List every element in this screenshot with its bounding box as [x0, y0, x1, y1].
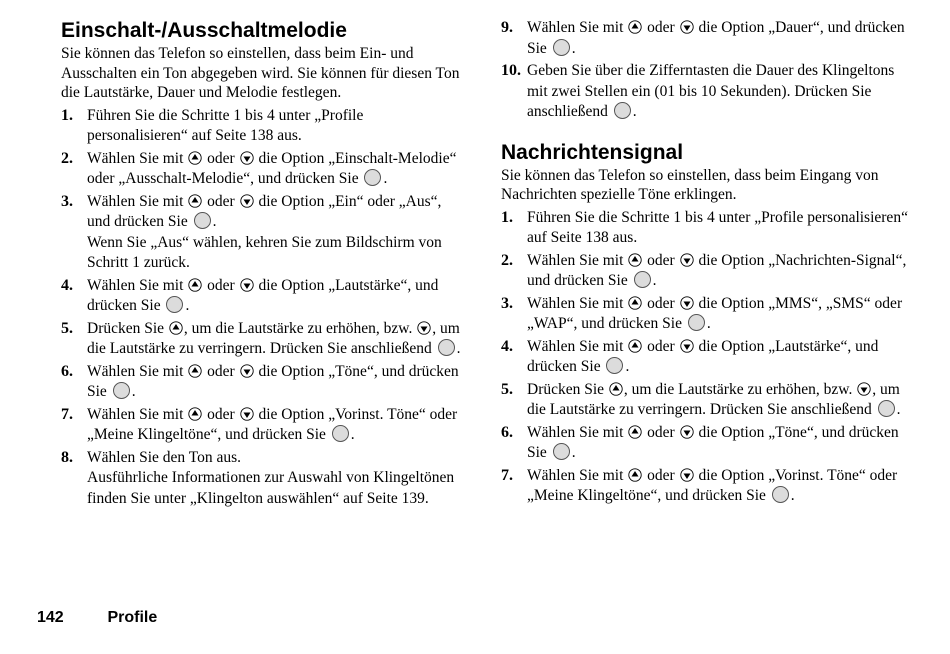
step-text — [527, 381, 901, 419]
list-item — [501, 423, 916, 464]
text-run: oder — [643, 466, 679, 484]
step-note: Ausführliche Informationen zur Auswahl von Klingeltönen finden Sie unter „Klingelton auswählen“ auf Seite 139. — [87, 469, 455, 507]
text-run: , um die Lautstärke zu erhöhen, bzw. — [623, 380, 857, 398]
text-run: die Option „Lautstärke“, und drücken Sie — [527, 337, 879, 375]
nav-down-icon — [417, 321, 431, 335]
nav-down-icon — [680, 296, 694, 310]
ok-button-icon — [553, 443, 570, 460]
step-text — [87, 277, 438, 315]
text-run: die Option „Vorinst. Töne“ oder „Meine Klingeltöne“, und drücken Sie — [527, 466, 898, 504]
footer-section-title: Profile — [107, 609, 158, 626]
ok-button-icon — [166, 296, 183, 313]
list-item — [61, 362, 466, 403]
step-number: 3. — [61, 192, 73, 210]
nav-down-icon — [240, 278, 254, 292]
right-column — [501, 18, 916, 509]
nav-up-icon — [188, 278, 202, 292]
page-footer — [37, 609, 157, 627]
step-number: 2. — [61, 149, 73, 167]
step-text — [87, 107, 363, 145]
step-number: 10. — [501, 62, 521, 79]
text-run: oder — [643, 423, 679, 441]
step-text — [527, 19, 905, 57]
list-item — [501, 18, 916, 59]
text-run: Wählen Sie mit — [87, 405, 188, 423]
ok-button-icon — [438, 339, 455, 356]
list-item — [501, 466, 916, 507]
section-title-einschaltmelodie: Einschalt-/Ausschaltmelodie — [61, 19, 347, 42]
step-number: 4. — [501, 337, 513, 355]
step-text — [527, 295, 902, 333]
list-item — [61, 448, 466, 510]
text-run: die Option „Töne“, und drücken Sie — [87, 362, 459, 400]
page-number: 142 — [37, 609, 64, 626]
step-number: 8. — [61, 448, 73, 466]
text-run: die Option „Töne“, und drücken Sie — [527, 423, 899, 461]
text-run: oder — [203, 362, 239, 380]
ok-button-icon — [688, 314, 705, 331]
nav-up-icon — [609, 382, 623, 396]
step-number: 9. — [501, 19, 513, 36]
step-text — [87, 406, 457, 444]
text-run: Wählen Sie mit — [527, 294, 628, 312]
step-number: 2. — [501, 251, 513, 269]
list-item — [501, 61, 916, 123]
text-run: oder — [203, 149, 239, 167]
text-run: Drücken Sie — [527, 380, 608, 398]
text-run: oder — [643, 251, 679, 269]
nav-down-icon — [240, 194, 254, 208]
nav-down-icon — [680, 253, 694, 267]
text-run: . — [383, 170, 388, 187]
list-item — [61, 106, 466, 147]
text-run: . — [632, 103, 637, 120]
text-run: Drücken Sie — [87, 319, 168, 337]
ok-button-icon — [634, 271, 651, 288]
text-run: . — [706, 315, 711, 332]
step-text — [527, 62, 894, 120]
nav-down-icon — [240, 151, 254, 165]
nav-down-icon — [680, 468, 694, 482]
section-intro: Sie können das Telefon so einstellen, dass beim Eingang von Nachrichten spezielle Töne erklingen. — [501, 166, 879, 203]
text-run: Wählen Sie mit — [527, 251, 628, 269]
ok-button-icon — [113, 382, 130, 399]
text-run: die Option „Lautstärke“, und drücken Sie — [87, 276, 439, 314]
step-text — [527, 424, 899, 462]
ok-button-icon — [614, 102, 631, 119]
ok-button-icon — [606, 357, 623, 374]
ok-button-icon — [772, 486, 789, 503]
ok-button-icon — [194, 212, 211, 229]
text-run: Wählen Sie mit — [87, 276, 188, 294]
text-run: Führen Sie die Schritte 1 bis 4 unter „Profile personalisieren“ auf Seite 138 aus. — [527, 208, 908, 246]
text-run: . — [896, 401, 901, 418]
list-item — [61, 276, 466, 317]
nav-up-icon — [628, 253, 642, 267]
list-item — [61, 149, 466, 190]
text-run: . — [625, 358, 630, 375]
nav-down-icon — [240, 407, 254, 421]
step-number: 1. — [61, 106, 73, 124]
text-run: . — [571, 39, 576, 57]
list-item — [501, 380, 916, 421]
text-run: Führen Sie die Schritte 1 bis 4 unter „Profile personalisieren“ auf Seite 138 aus. — [87, 106, 364, 144]
list-item — [61, 192, 466, 274]
nav-up-icon — [188, 194, 202, 208]
text-run: . — [571, 444, 576, 461]
steps-list — [501, 208, 916, 507]
text-run: Wählen Sie den Ton aus. — [87, 448, 242, 466]
list-item — [501, 251, 916, 292]
text-run: . — [456, 340, 461, 357]
continued-steps-list — [501, 18, 916, 123]
step-text — [87, 150, 456, 188]
steps-list — [61, 106, 466, 510]
text-run: die Option „MMS“, „SMS“ oder „WAP“, und drücken Sie — [527, 294, 903, 332]
text-run: oder — [643, 294, 679, 312]
text-run: , um die Lautstärke zu verringern. Drücken Sie anschließend — [87, 319, 460, 357]
text-run: die Option „Nachrichten-Signal“, und drücken Sie — [527, 251, 907, 289]
list-item — [501, 337, 916, 378]
list-item — [501, 208, 916, 249]
step-number: 7. — [501, 466, 513, 484]
text-run: Wählen Sie mit — [527, 337, 628, 355]
text-run: oder — [643, 19, 679, 36]
text-run: die Option „Ein“ oder „Aus“, und drücken Sie — [87, 192, 442, 230]
nav-up-icon — [628, 468, 642, 482]
text-run: die Option „Einschalt-Melodie“ oder „Ausschalt-Melodie“, und drücken Sie — [87, 149, 457, 187]
list-item — [501, 294, 916, 335]
text-run: . — [790, 487, 795, 504]
step-number: 5. — [501, 380, 513, 398]
text-run: oder — [203, 192, 239, 210]
text-run: Wählen Sie mit — [87, 149, 188, 167]
step-text — [87, 193, 441, 231]
step-number: 6. — [61, 362, 73, 380]
nav-up-icon — [628, 20, 642, 34]
step-text — [87, 363, 459, 401]
text-run: . — [185, 297, 190, 314]
nav-up-icon — [628, 425, 642, 439]
nav-down-icon — [680, 339, 694, 353]
ok-button-icon — [878, 400, 895, 417]
text-run: . — [652, 272, 657, 289]
text-run: . — [131, 383, 136, 400]
text-run: oder — [203, 405, 239, 423]
text-run: oder — [643, 337, 679, 355]
nav-up-icon — [628, 296, 642, 310]
text-run: die Option „Dauer“, und drücken Sie — [527, 19, 905, 57]
ok-button-icon — [332, 425, 349, 442]
nav-down-icon — [680, 425, 694, 439]
text-run: . — [350, 426, 355, 443]
text-run: Wählen Sie mit — [87, 362, 188, 380]
step-number: 6. — [501, 423, 513, 441]
text-run: Geben Sie über die Zifferntasten die Dauer des Klingeltons mit zwei Stellen ein (01 bis 10 Sekunden). Drücken Sie anschließend — [527, 62, 895, 120]
nav-up-icon — [628, 339, 642, 353]
nav-up-icon — [188, 407, 202, 421]
nav-up-icon — [188, 364, 202, 378]
ok-button-icon — [364, 169, 381, 186]
ok-button-icon — [553, 39, 570, 56]
text-run: Wählen Sie mit — [87, 192, 188, 210]
text-run: Wählen Sie mit — [527, 423, 628, 441]
text-run: Wählen Sie mit — [527, 19, 628, 36]
nav-down-icon — [240, 364, 254, 378]
step-text — [87, 449, 241, 466]
step-text — [527, 252, 906, 290]
step-number: 1. — [501, 208, 513, 226]
text-run: , um die Lautstärke zu verringern. Drücken Sie anschließend — [527, 380, 900, 418]
text-run: . — [212, 213, 217, 230]
step-number: 7. — [61, 405, 73, 423]
step-text — [527, 467, 897, 505]
step-number: 3. — [501, 294, 513, 312]
section-intro: Sie können das Telefon so einstellen, dass beim Ein- und Ausschalten ein Ton abgegeben wird. Sie können für diesen Ton die Lautstärke, Dauer und Melodie festlegen. — [61, 45, 460, 101]
step-text — [527, 338, 878, 376]
text-run: Wählen Sie mit — [527, 466, 628, 484]
text-run: , um die Lautstärke zu erhöhen, bzw. — [183, 319, 417, 337]
text-run: die Option „Vorinst. Töne“ oder „Meine Klingeltöne“, und drücken Sie — [87, 405, 458, 443]
section-title-nachrichtensignal: Nachrichtensignal — [501, 140, 684, 164]
text-run: oder — [203, 276, 239, 294]
nav-down-icon — [857, 382, 871, 396]
step-number: 5. — [61, 319, 73, 337]
step-text — [527, 209, 908, 247]
step-number: 4. — [61, 276, 73, 294]
list-item — [61, 319, 466, 360]
nav-down-icon — [680, 20, 694, 34]
step-text — [87, 320, 461, 358]
left-column — [61, 18, 466, 511]
nav-up-icon — [188, 151, 202, 165]
step-note: Wenn Sie „Aus“ wählen, kehren Sie zum Bildschirm von Schritt 1 zurück. — [87, 233, 442, 271]
nav-up-icon — [169, 321, 183, 335]
list-item — [61, 405, 466, 446]
